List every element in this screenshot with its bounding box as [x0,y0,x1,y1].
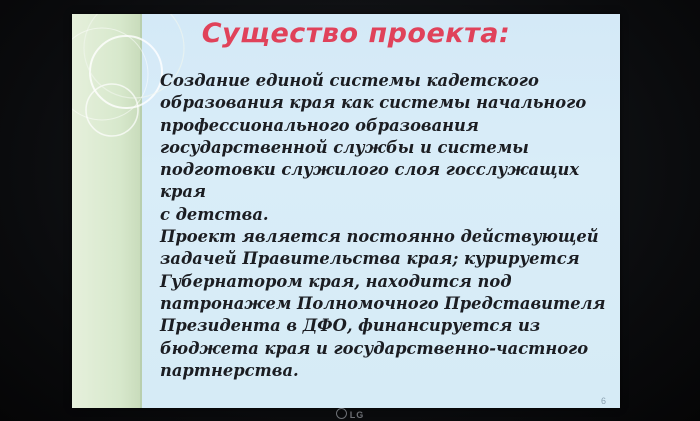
monitor-brand-label: LG [349,410,365,420]
presentation-slide [72,14,620,408]
slide-body [160,70,608,382]
lg-logo-icon [336,408,347,419]
slide-title: Существо проекта: [201,18,511,49]
slide-number: 6 [600,396,606,406]
monitor-brand-logo [0,408,700,420]
slide-paragraph-1: Создание единой системы кадетского образования края как системы начального профессионального образования государственной службы и системы подготовки служилого слоя госслужащих края с детства. [160,71,587,224]
slide-paragraph-2: Проект является постоянно действующей задачей Правительства края; курируется Губернатором края, находится под патронажем Полномочного Представителя Президента в ДФО, финансируется из бюджета края и государственно-частного партнерства. [160,227,606,380]
